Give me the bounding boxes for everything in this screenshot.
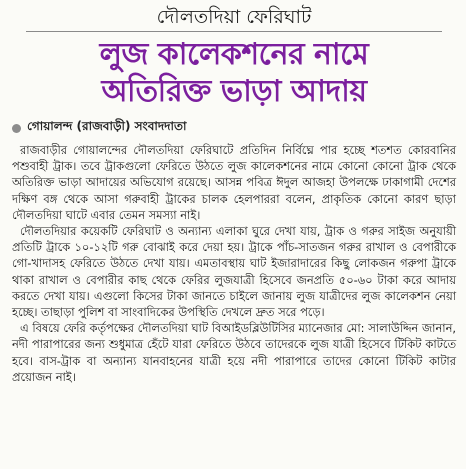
- paragraph-3: এ বিষয়ে ফেরি কর্তৃপক্ষের দৌলতদিয়া ঘাট বিআইডব্লিউটিসির ম্যানেজার মো: সালাউদ্দিন জানান, নদী পারাপারের জন্য শুধুমাত্র হেঁটে যারা ফেরিতে উঠবে তাদেরকে লুজ যাত্রী হিসেবে টিকিট কাটতে হবে। বাস-ট্রাক বা অন্যান্য যানবাহনের যাত্রী হয়ে নদী পারাপারে তাদের কোনো টিকিট কাটার প্রয়োজন নাই।: [12, 321, 456, 384]
- article-headline: [12, 36, 456, 110]
- headline-line-1: লুজ কালেকশনের নামে: [99, 37, 369, 72]
- paragraph-2: দৌলতদিয়ার কয়েকটি ফেরিঘাট ও অন্যান্য এলাকা ঘুরে দেখা যায়, ট্রাক ও গরুর সাইজ অনুযায়ী প্রতিটি ট্রাকে ১০-১২টি গরু বোঝাই করে দেয়া হয়। ট্রাকে পাঁচ-সাতজন গরুর রাখাল ও বেপারীকে গো-খাদাসহ ফেরিতে উঠতে দেখা যায়। এমতাবস্থায় ঘাট ইজারাদারের কিছু লোকজন গরুপা ট্রাকে থাকা রাখাল ও বেপারীর কাছ থেকে ফেরির লুজযাত্রী হিসেবে জনপ্রতি ৫০-৬০ টাকা করে আদায় করতে দেখা যায়। এগুলো কিসের টাকা জানতে চাইলে জানায় লুজ যাত্রীদের লুজ কালেকশন নেয়া হচ্ছে। তাছাড়া পুলিশ বা সাংবাদিকের উপস্থিতি দেখলে দ্রুত সরে পড়ে।: [12, 224, 456, 320]
- byline-bullet-icon: [12, 124, 21, 133]
- paragraph-1: রাজবাড়ীর গোয়ালন্দের দৌলতদিয়া ফেরিঘাটে প্রতিদিন নির্বিঘ্নে পার হচ্ছে শতশত কোরবানির পশুবাহী ট্রাক। তবে ট্রাকগুলো ফেরিতে উঠতে লুজ কালেকশনের নামে কোনো কোনো ট্রাক থেকে অতিরিক্ত ভাড়া আদায়ের অভিযোগ রয়েছে। আসন্ন পবিত্র ঈদুল আজহা উপলক্ষে ঢাকাগামী দেশের দক্ষিণ বঙ্গ থেকে আসা গরুবাহী ট্রাকের চালক হেলপাররা বলেন, প্রাকৃতিক কোনো কারণ ছাড়া দৌলতদিয়া ঘাটে এবার তেমন সমস্যা নাই।: [12, 143, 456, 222]
- headline-line-2: অতিরিক্ত ভাড়া আদায়: [101, 74, 367, 109]
- byline: [12, 118, 456, 138]
- kicker-divider: [26, 31, 442, 32]
- article-body: [12, 142, 456, 385]
- article-kicker: দৌলতদিয়া ফেরিঘাট: [156, 6, 312, 28]
- byline-text: গোয়ালন্দ (রাজবাড়ী) সংবাদদাতা: [27, 119, 187, 133]
